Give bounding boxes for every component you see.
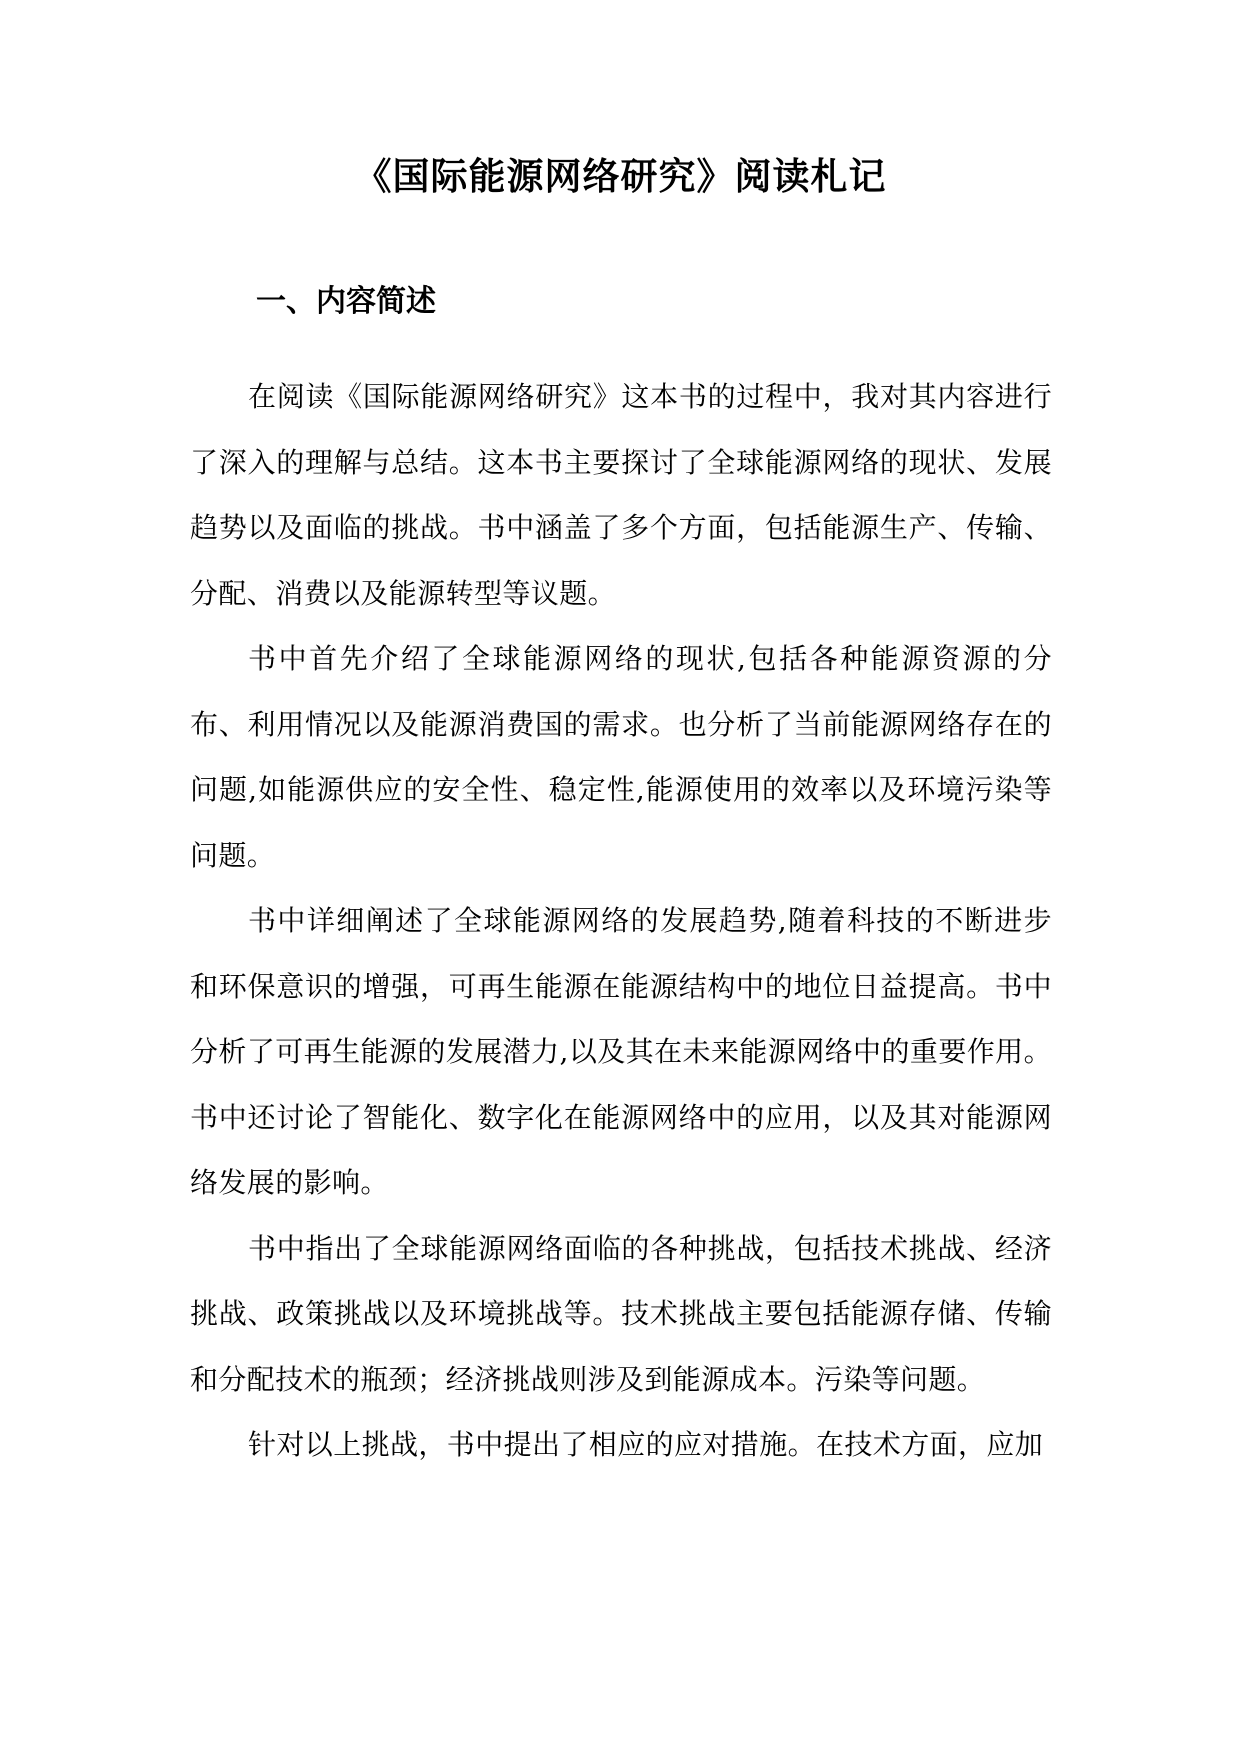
document-title: 《国际能源网络研究》阅读札记 (354, 155, 887, 198)
paragraph-1: 在阅读《国际能源网络研究》这本书的过程中，我对其内容进行了深入的理解与总结。这本书主要探讨了全球能源网络的现状、发展趋势以及面临的挑战。书中涵盖了多个方面，包括能源生产、传输、分配、消费以及能源转型等议题。 (190, 380, 1052, 610)
paragraph-4: 书中指出了全球能源网络面临的各种挑战，包括技术挑战、经济挑战、政策挑战以及环境挑战等。技术挑战主要包括能源存储、传输和分配技术的瓶颈；经济挑战则涉及到能源成本。污染等问题。 (190, 1231, 1052, 1396)
section-heading: 一、内容简述 (256, 284, 436, 319)
paragraph-3: 书中详细阐述了全球能源网络的发展趋势,随着科技的不断进步和环保意识的增强，可再生能源在能源结构中的地位日益提高。书中分析了可再生能源的发展潜力,以及其在未来能源网络中的重要作用。书中还讨论了智能化、数字化在能源网络中的应用，以及其对能源网络发展的影响。 (190, 904, 1052, 1199)
paragraph-5: 针对以上挑战，书中提出了相应的应对措施。在技术方面，应加 (248, 1428, 1044, 1461)
paragraph-2: 书中首先介绍了全球能源网络的现状,包括各种能源资源的分布、利用情况以及能源消费国的需求。也分析了当前能源网络存在的问题,如能源供应的安全性、稳定性,能源使用的效率以及环境污染等问题。 (190, 642, 1052, 872)
document-body (190, 364, 1052, 1478)
